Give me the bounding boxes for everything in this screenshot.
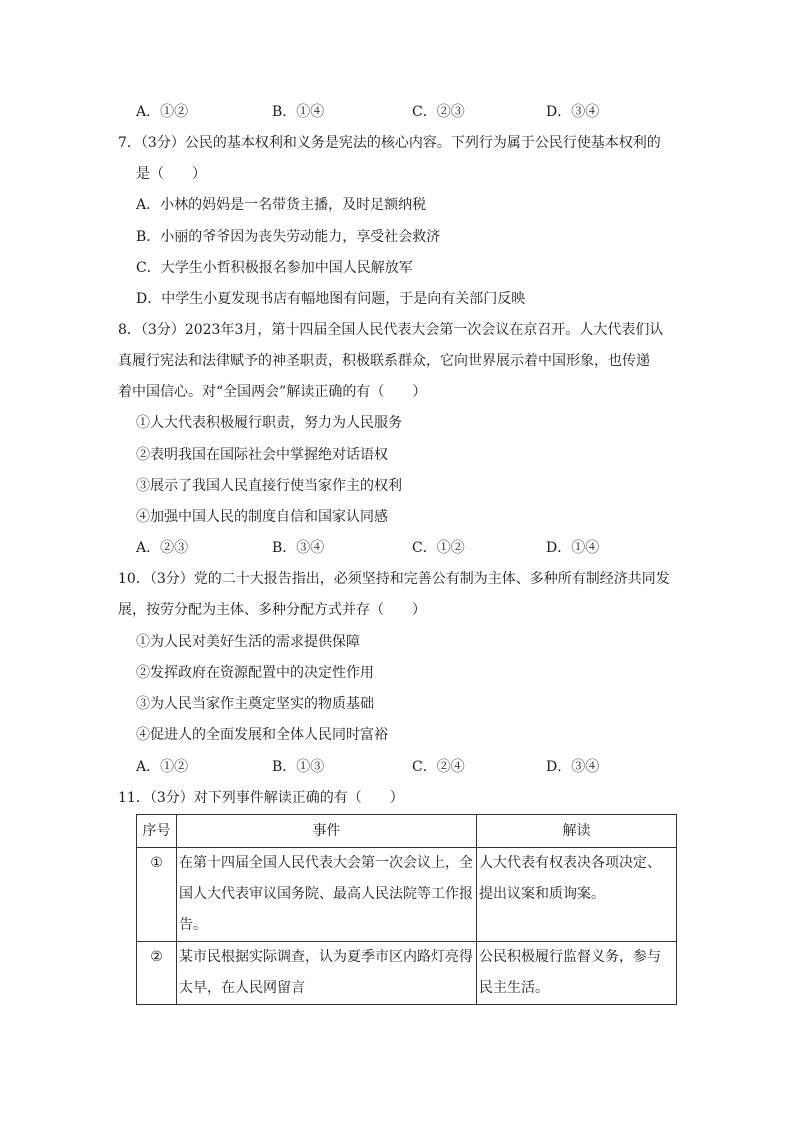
q8-stem-line1: 8．（3分）2023年3月，第十四届全国人民代表大会第一次会议在京召开。人大代表们认 — [118, 322, 664, 338]
table-row — [137, 942, 677, 1005]
q10-option-d: D．③④ — [546, 759, 600, 775]
q8-statement-3: ③展示了我国人民直接行使当家作主的权利 — [136, 478, 402, 494]
q10-statement-3: ③为人民当家作主奠定坚实的物质基础 — [136, 696, 374, 712]
q8-option-a: A．②③ — [136, 540, 189, 556]
q7-choice-c: C．大学生小哲积极报名参加中国人民解放军 — [136, 260, 413, 276]
q8-option-d: D．①④ — [546, 540, 600, 556]
q8-stem-line2: 真履行宪法和法律赋予的神圣职责，积极联系群众，它向世界展示着中国形象，也传递 — [118, 353, 650, 369]
row-event: 某市民根据实际调查，认为夏季市区内路灯亮得太早，在人民网留言 — [177, 942, 477, 1005]
q7-stem-line1: 7．（3分）公民的基本权利和义务是宪法的核心内容。下列行为属于公民行使基本权利的 — [118, 135, 661, 151]
q7-choice-a: A．小林的妈妈是一名带货主播，及时足额纳税 — [136, 197, 427, 213]
q10-option-a: A．①② — [136, 759, 189, 775]
header-event: 事件 — [177, 815, 477, 848]
q10-statement-1: ①为人民对美好生活的需求提供保障 — [136, 634, 360, 650]
q10-stem-line1: 10．（3分）党的二十大报告指出，必须坚持和完善公有制为主体、多种所有制经济共同发 — [118, 571, 670, 587]
q8-option-c: C．①② — [412, 540, 465, 556]
q8-statement-4: ④加强中国人民的制度自信和国家认同感 — [136, 509, 388, 525]
q10-statement-4: ④促进人的全面发展和全体人民同时富裕 — [136, 727, 388, 743]
q11-stem: 11．（3分）对下列事件解读正确的有（ ） — [118, 790, 404, 806]
row-no: ② — [137, 942, 177, 1005]
q6-option-a: A．①② — [136, 104, 189, 120]
q8-option-b: B．③④ — [272, 540, 325, 556]
row-interpretation: 公民积极履行监督义务，参与民主生活。 — [477, 942, 677, 1005]
q8-statement-1: ①人大代表积极履行职责，努力为人民服务 — [136, 415, 402, 431]
header-interpretation: 解读 — [477, 815, 677, 848]
q7-choice-b: B．小丽的爷爷因为丧失劳动能力，享受社会救济 — [136, 229, 441, 245]
q10-stem-line2: 展，按劳分配为主体、多种分配方式并存（ ） — [118, 602, 426, 618]
q6-option-b: B．①④ — [272, 104, 325, 120]
q6-option-d: D．③④ — [546, 104, 600, 120]
events-table — [136, 814, 677, 1005]
q6-option-c: C．②③ — [412, 104, 465, 120]
table-row — [137, 848, 677, 942]
q7-stem-line2: 是（ ） — [136, 166, 206, 182]
q10-option-c: C．②④ — [412, 759, 465, 775]
q7-choice-d: D．中学生小夏发现书店有幅地图有问题，于是向有关部门反映 — [136, 291, 526, 307]
row-event: 在第十四届全国人民代表大会第一次会议上，全国人大代表审议国务院、最高人民法院等工作报告。 — [177, 848, 477, 942]
q10-option-b: B．①③ — [272, 759, 325, 775]
q10-statement-2: ②发挥政府在资源配置中的决定性作用 — [136, 665, 374, 681]
q8-stem-line3: 着中国信心。对“全国两会”解读正确的有（ ） — [118, 384, 427, 400]
header-no: 序号 — [137, 815, 177, 848]
table-header-row — [137, 815, 677, 848]
row-interpretation: 人大代表有权表决各项决定、提出议案和质询案。 — [477, 848, 677, 942]
q8-statement-2: ②表明我国在国际社会中掌握绝对话语权 — [136, 447, 388, 463]
row-no: ① — [137, 848, 177, 942]
